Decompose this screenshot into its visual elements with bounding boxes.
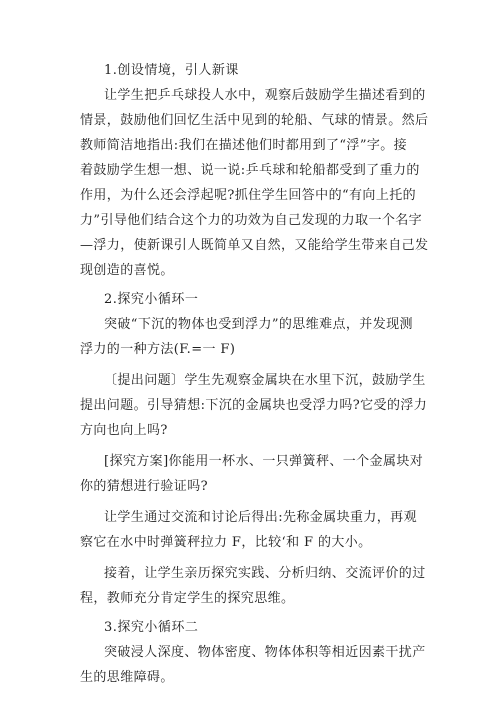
paragraph-line: 让学生把乒乓球投人水中，观察后鼓励学生描述看到的 [104, 88, 426, 103]
paragraph-line: 情景，鼓励他们回忆生活中见到的轮船、气球的情景。然后 [80, 113, 429, 128]
paragraph-line: 浮力的一种方法(F.=一 F) [80, 342, 236, 357]
paragraph [80, 561, 426, 611]
section-heading: 3.探究小循环二 [104, 620, 199, 635]
paragraph [80, 368, 428, 443]
paragraph-line: 教师简洁地指出:我们在描述他们时都用到了“浮”字。接 [80, 138, 408, 153]
paragraph-line: 程，教师充分肯定学生的探究思维。 [80, 591, 295, 606]
paragraph-line: 方向也向上吗? [80, 423, 168, 438]
paragraph [80, 640, 426, 690]
paragraph-line: 突破浸人深度、物体密度、物体体积等相近因素干扰产 [104, 645, 426, 660]
paragraph-line: —浮力，使新课引人既简单又自然，又能给学生带来自己发 [80, 238, 429, 253]
paragraph-line: 接着，让学生亲历探究实践、分析归纳、交流评价的过 [104, 566, 426, 581]
document-body [80, 58, 429, 690]
paragraph-line: 现创造的喜悦。 [80, 263, 174, 278]
paragraph [80, 449, 422, 499]
section-heading: 2.探究小循环一 [104, 292, 199, 307]
paragraph-line: [探究方案]你能用一杯水、一只弹簧秤、一个金属块对 [104, 454, 424, 469]
paragraph [80, 83, 429, 283]
paragraph [80, 505, 422, 555]
paragraph-line: 〔提出问题〕学生先观察金属块在水里下沉，鼓励学生 [104, 373, 426, 388]
paragraph-line: 察它在水中时弹簧秤拉力 F，比较‘和 F 的大小。 [80, 535, 372, 550]
paragraph-line: 突破“下沉的物体也受到浮力”的思维难点，并发现测 [104, 317, 413, 332]
paragraph-line: 作用，为什么还会浮起呢?抓住学生回答中的“有向上托的 [80, 188, 417, 203]
paragraph-line: 力”引导他们结合这个力的功效为自己发现的力取一个名字 [80, 213, 423, 228]
paragraph-line: 让学生通过交流和讨论后得出:先称金属块重力，再观 [104, 510, 417, 525]
paragraph-line: 着鼓励学生想一想、说一说:乒乓球和轮船都受到了重力的 [80, 163, 420, 178]
paragraph [80, 312, 422, 362]
paragraph-line: 提出问题。引导猜想:下沉的金属块也受浮力吗?它受的浮力 [80, 398, 428, 413]
paragraph-line: 你的猜想进行验证吗? [80, 479, 208, 494]
section-heading: 1.创设情境，引人新课 [104, 63, 239, 78]
paragraph-line: 生的思维障碍。 [80, 670, 174, 685]
